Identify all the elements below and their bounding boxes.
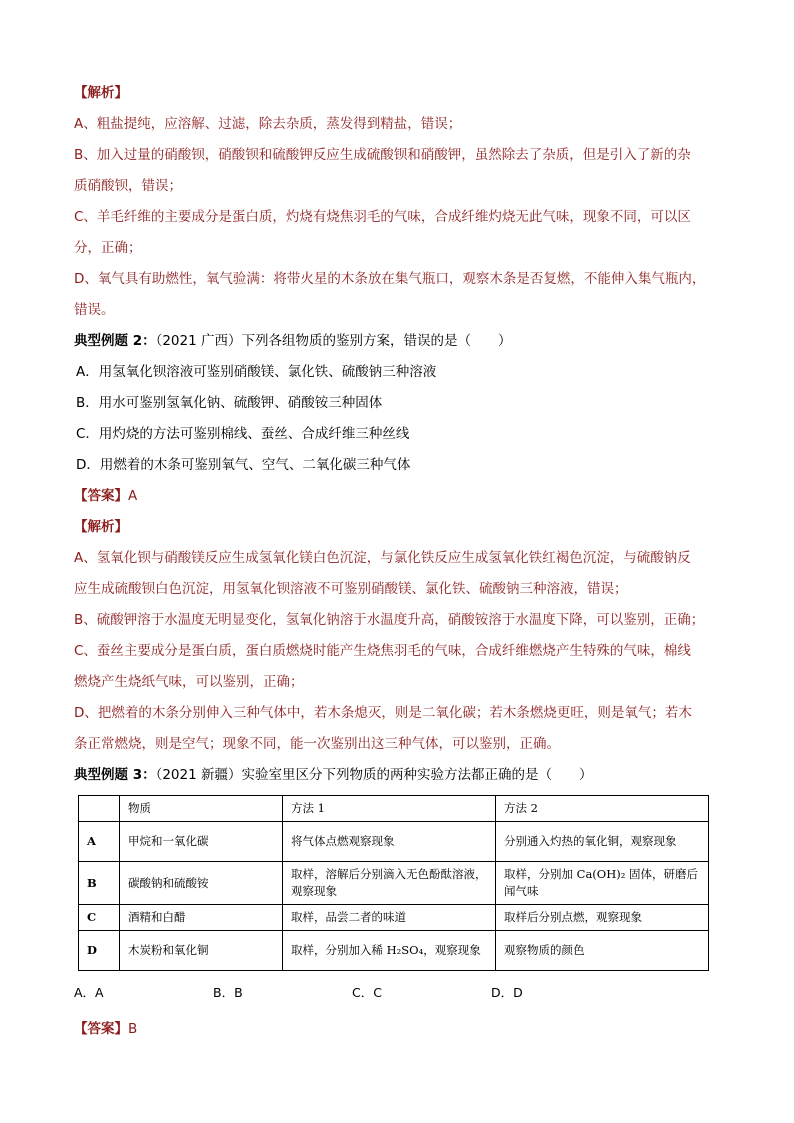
- analysis-block-1: [74, 109, 724, 326]
- answer-value: B: [128, 1021, 138, 1037]
- answer-line: [74, 1014, 724, 1045]
- question-label: 典型例题 2：: [74, 333, 156, 349]
- option-a: A．用氢氧化钡溶液可鉴别硝酸镁、氯化铁、硫酸钠三种溶液: [76, 364, 437, 380]
- table-cell: 取样，品尝二者的味道: [283, 905, 496, 931]
- table-row: [79, 905, 709, 931]
- analysis-line: C、羊毛纤维的主要成分是蛋白质，灼烧有烧焦羽毛的气味，合成纤维灼烧无此气味，现象不同，可以区: [74, 209, 691, 225]
- table-header-cell: 方法 2: [496, 796, 709, 822]
- analysis-line: D、把燃着的木条分别伸入三种气体中，若木条熄灭，则是二氧化碳；若木条燃烧更旺，则是氧气；若木: [74, 705, 692, 721]
- choice-d: D．D: [491, 985, 523, 1000]
- option-c: C．用灼烧的方法可鉴别棉线、蚕丝、合成纤维三种丝线: [76, 426, 410, 442]
- table-cell: 观察物质的颜色: [496, 931, 709, 971]
- analysis-line: B、硫酸钾溶于水温度无明显变化，氢氧化钠溶于水温度升高，硝酸铵溶于水温度下降，可以鉴别，正确；: [74, 612, 705, 628]
- choice-a: A．A: [74, 985, 104, 1000]
- analysis-line: 燃烧产生烧纸气味，可以鉴别，正确；: [74, 674, 304, 690]
- table-cell: 分别通入灼热的氧化铜，观察现象: [496, 822, 709, 862]
- table-header-cell: 方法 1: [283, 796, 496, 822]
- document-page: [74, 78, 724, 1045]
- table-header-row: [79, 796, 709, 822]
- option-b: B．用水可鉴别氢氧化钠、硫酸钾、硝酸铵三种固体: [76, 395, 383, 411]
- analysis-block-2: [74, 543, 724, 760]
- question-label: 典型例题 3：: [74, 767, 156, 783]
- analysis-line: 条正常燃烧，则是空气；现象不同，能一次鉴别出这三种气体，可以鉴别，正确。: [74, 736, 560, 752]
- table-cell: 取样，分别加 Ca(OH)₂ 固体，研磨后闻气味: [496, 862, 709, 905]
- analysis-line: 质硝酸钡，错误；: [74, 178, 182, 194]
- row-label: B: [79, 862, 120, 905]
- table-cell: 酒精和白醋: [120, 905, 283, 931]
- table-cell: 碳酸钠和硫酸铵: [120, 862, 283, 905]
- answer-value: A: [128, 488, 138, 504]
- table-cell: 甲烷和一氧化碳: [120, 822, 283, 862]
- table-cell: 木炭粉和氧化铜: [120, 931, 283, 971]
- question-3-stem: [74, 760, 724, 791]
- table-cell: 取样后分别点燃，观察现象: [496, 905, 709, 931]
- table-header-cell: 物质: [120, 796, 283, 822]
- choice-b: B．B: [213, 985, 243, 1000]
- answer-choices: [74, 977, 724, 1008]
- analysis-line: B、加入过量的硝酸钡，硝酸钡和硫酸钾反应生成硫酸钡和硝酸钾，虽然除去了杂质，但是引入了新的杂: [74, 147, 691, 163]
- analysis-heading: 【解析】: [74, 519, 128, 535]
- analysis-line: A、氢氧化钡与硝酸镁反应生成氢氧化镁白色沉淀，与氯化铁反应生成氢氧化铁红褐色沉淀，与硫酸钠反: [74, 550, 691, 566]
- analysis-line: 应生成硫酸钡白色沉淀，用氢氧化钡溶液不可鉴别硝酸镁、氯化铁、硫酸钠三种溶液，错误；: [74, 581, 628, 597]
- table-row: [79, 862, 709, 905]
- table-cell: 取样，分别加入稀 H₂SO₄，观察现象: [283, 931, 496, 971]
- methods-table: [78, 795, 709, 971]
- option-d: D．用燃着的木条可鉴别氧气、空气、二氧化碳三种气体: [76, 457, 411, 473]
- table-row: [79, 931, 709, 971]
- table-cell: 将气体点燃观察现象: [283, 822, 496, 862]
- row-label: D: [79, 931, 120, 971]
- table-cell: 取样，溶解后分别滴入无色酚酞溶液，观察现象: [283, 862, 496, 905]
- question-2-stem: [74, 326, 724, 357]
- analysis-line: A、粗盐提纯，应溶解、过滤，除去杂质，蒸发得到精盐，错误；: [74, 116, 462, 132]
- analysis-line: D、氧气具有助燃性，氧气验满：将带火星的木条放在集气瓶口，观察木条是否复燃，不能伸入集气瓶内，: [74, 271, 706, 287]
- question-text: （2021 新疆）实验室里区分下列物质的两种实验方法都正确的是（ ）: [155, 767, 593, 783]
- choice-c: C．C: [352, 985, 382, 1000]
- analysis-line: 分，正确；: [74, 240, 142, 256]
- table-header-cell: [79, 796, 120, 822]
- answer-line: [74, 481, 724, 512]
- row-label: C: [79, 905, 120, 931]
- analysis-heading: 【解析】: [74, 85, 128, 101]
- analysis-line: C、蚕丝主要成分是蛋白质，蛋白质燃烧时能产生烧焦羽毛的气味，合成纤维燃烧产生特殊的气味，棉线: [74, 643, 691, 659]
- question-text: （2021 广西）下列各组物质的鉴别方案，错误的是（ ）: [155, 333, 512, 349]
- answer-label: 【答案】: [74, 1021, 128, 1037]
- row-label: A: [79, 822, 120, 862]
- answer-label: 【答案】: [74, 488, 128, 504]
- table-row: [79, 822, 709, 862]
- analysis-line: 错误。: [74, 302, 115, 318]
